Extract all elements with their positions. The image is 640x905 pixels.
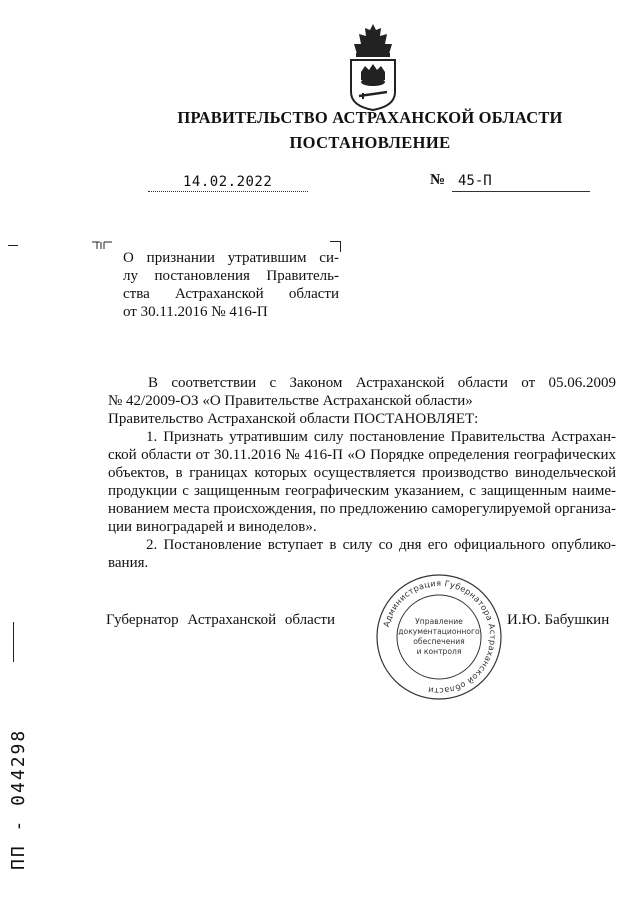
document-body [108, 374, 616, 572]
serial-number-text: ПП - 044298 [8, 728, 29, 870]
number-sign: № [430, 172, 446, 188]
body-line: объектов, в границах которых осуществляется производство винодельческой [108, 465, 616, 481]
body-line: № 42/2009-ОЗ «О Правительстве Астраханской области» [108, 393, 473, 409]
signatory-position: Губернатор Астраханской области [106, 612, 336, 628]
corner-bracket-left [92, 241, 112, 249]
signatory-name: И.Ю. Бабушкин [507, 612, 610, 628]
svg-text:обеспечения: обеспечения [413, 637, 465, 646]
title-line: О признании утратившим си- [123, 250, 339, 266]
body-line: 2. Постановление вступает в силу со дня его официального опублико- [146, 537, 616, 553]
serial-number [0, 720, 42, 880]
title-line: лу постановления Правитель- [123, 268, 339, 284]
body-line: В соответствии с Законом Астраханской области от 05.06.2009 [148, 375, 616, 391]
document-number: 45-П [458, 173, 492, 189]
svg-text:документационного: документационного [398, 627, 480, 636]
date-underline [148, 191, 308, 192]
body-line: нованием места происхождения, по предложению саморегулируемой организа- [108, 501, 617, 517]
body-line: ской области от 30.11.2016 № 416-П «О Порядке определения географических [108, 447, 616, 463]
title-line: ства Астраханской области [123, 286, 339, 302]
document-title [123, 249, 339, 321]
official-seal-stamp [374, 572, 504, 702]
margin-mark [8, 245, 18, 246]
number-underline [452, 191, 590, 192]
svg-text:и контроля: и контроля [416, 647, 462, 656]
body-line: вания. [108, 555, 149, 571]
title-line: от 30.11.2016 № 416-П [123, 304, 268, 320]
margin-line [13, 622, 14, 662]
body-line: 1. Признать утратившим силу постановление Правительства Астрахан- [146, 429, 616, 445]
body-line: Правительство Астраханской области ПОСТАНОВЛЯЕТ: [108, 411, 479, 427]
government-title: ПРАВИТЕЛЬСТВО АСТРАХАНСКОЙ ОБЛАСТИ [177, 108, 563, 127]
body-line: продукции с защищенным географическим указанием, с защищенным наиме- [108, 483, 616, 499]
body-line: ции виноградарей и виноделов». [108, 519, 317, 535]
svg-text:Администрация Губернатора Астр: Администрация Губернатора Астраханской области [381, 577, 499, 697]
document-date: 14.02.2022 [183, 174, 273, 190]
document-type: ПОСТАНОВЛЕНИЕ [289, 133, 451, 152]
coat-of-arms-icon [345, 22, 401, 112]
svg-text:Управление: Управление [415, 617, 463, 626]
